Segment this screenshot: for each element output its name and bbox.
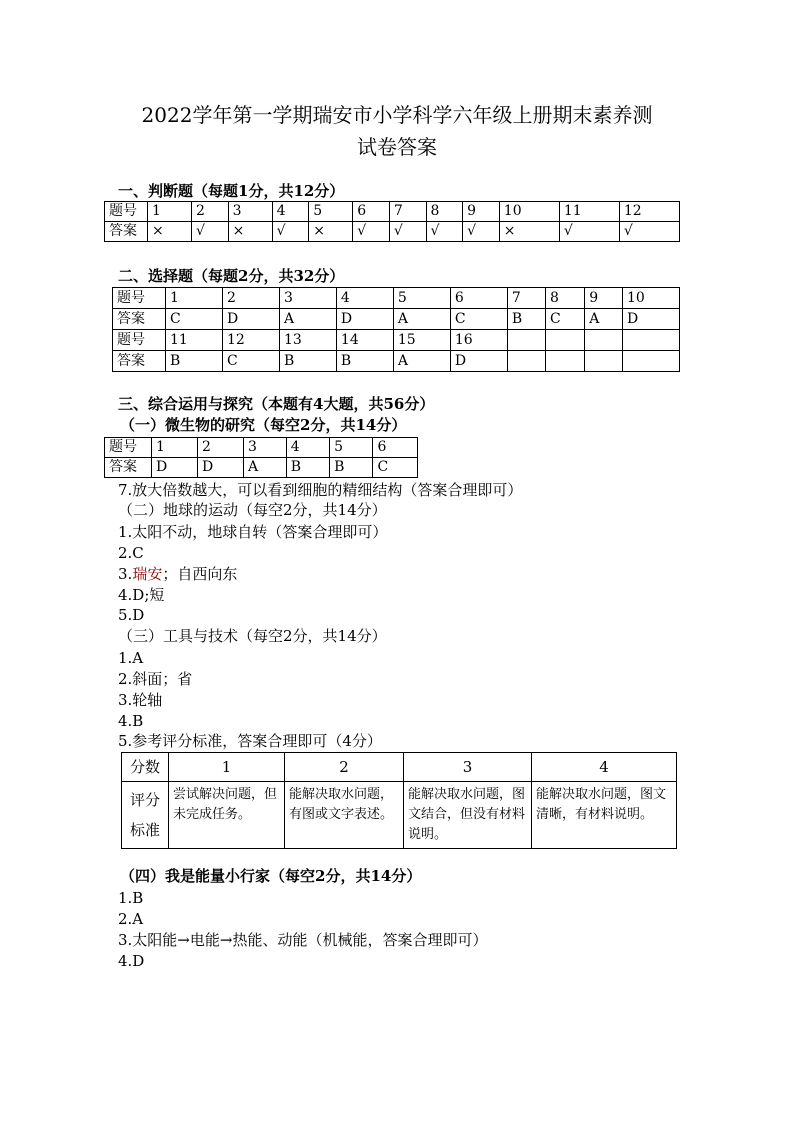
page-title: 2022学年第一学期瑞安市小学科学六年级上册期末素养测 [141, 103, 653, 127]
rubric-criteria-row [122, 782, 677, 849]
part4-answer-1: 1.B [118, 889, 144, 907]
part3-answer-1: 1.A [118, 649, 144, 667]
table-cell: A [585, 309, 623, 330]
part2-answer-5: 5.D [118, 606, 145, 624]
part3-answer-5: 5.参考评分标准，答案合理即可（4分） [118, 732, 382, 750]
part4-heading: （四）我是能量小行家（每空2分，共14分） [120, 867, 422, 885]
criteria-label-line: 标准 [129, 821, 160, 839]
section2-heading: 二、选择题（每题2分，共32分） [118, 267, 345, 285]
section1-answer-row [105, 222, 680, 242]
table-cell: B [279, 351, 336, 372]
section2-number-row-2 [113, 330, 680, 351]
table-cell: 4 [272, 202, 309, 222]
table-cell: × [228, 222, 272, 242]
table-cell: 1 [152, 438, 198, 458]
row-label: 答案 [113, 309, 166, 330]
table-cell: D [152, 458, 198, 478]
part3-heading: （三）工具与技术（每空2分，共14分） [118, 627, 387, 645]
table-cell: C [166, 309, 223, 330]
part1-heading: （一）微生物的研究（每空2分，共14分） [120, 416, 407, 434]
rubric-description: 尝试解决问题，但未完成任务。 [169, 782, 285, 849]
part1-table [104, 437, 418, 478]
table-cell: B [166, 351, 223, 372]
rubric-level: 3 [404, 753, 532, 782]
table-cell [585, 351, 623, 372]
table-cell [507, 351, 545, 372]
table-cell: D [336, 309, 393, 330]
table-cell: A [393, 351, 450, 372]
answer-prefix: 3. [118, 565, 133, 583]
table-cell: √ [353, 222, 390, 242]
table-cell [545, 351, 584, 372]
rubric-score-label: 分数 [122, 753, 169, 782]
section2-answer-row-2 [113, 351, 680, 372]
table-cell: √ [192, 222, 229, 242]
table-cell: A [279, 309, 336, 330]
rubric-criteria-label [122, 782, 169, 849]
part1-answer-row [105, 458, 418, 478]
table-cell: √ [426, 222, 463, 242]
table-cell: 5 [309, 202, 353, 222]
section1-table [104, 201, 680, 242]
rubric-level: 1 [169, 753, 285, 782]
rubric-description: 能解决取水问题，图文清晰，有材料说明。 [532, 782, 677, 849]
table-cell: 14 [336, 330, 393, 351]
rubric-level: 4 [532, 753, 677, 782]
table-cell: 1 [148, 202, 192, 222]
part2-heading: （二）地球的运动（每空2分，共14分） [118, 501, 387, 519]
row-label: 题号 [113, 330, 166, 351]
table-cell: 3 [279, 288, 336, 309]
part1-number-row [105, 438, 418, 458]
rubric-description: 能解决取水问题，有图或文字表述。 [285, 782, 404, 849]
criteria-label-line: 评分 [129, 791, 160, 809]
table-cell: C [545, 309, 584, 330]
part2-answer-3 [118, 564, 237, 584]
rubric-level: 2 [285, 753, 404, 782]
table-cell: B [336, 351, 393, 372]
table-cell: D [197, 458, 243, 478]
table-cell: 4 [336, 288, 393, 309]
table-cell: B [330, 458, 373, 478]
table-cell: 15 [393, 330, 450, 351]
part2-answer-4: 4.D;短 [118, 586, 165, 604]
table-cell: 10 [622, 288, 679, 309]
row-label: 题号 [113, 288, 166, 309]
row-label: 答案 [113, 351, 166, 372]
table-cell: 12 [619, 202, 679, 222]
part2-answer-1: 1.太阳不动，地球自转（答案合理即可） [118, 523, 388, 541]
table-cell: 4 [286, 438, 329, 458]
table-cell: √ [463, 222, 500, 242]
part3-answer-3: 3.轮轴 [118, 691, 163, 709]
table-cell: 9 [463, 202, 500, 222]
table-cell: C [222, 351, 279, 372]
table-cell: 2 [222, 288, 279, 309]
table-cell: B [286, 458, 329, 478]
table-cell: 11 [559, 202, 619, 222]
table-cell: × [499, 222, 559, 242]
section1-heading: 一、判断题（每题1分，共12分） [118, 182, 345, 200]
table-cell: B [507, 309, 545, 330]
table-cell: D [622, 309, 679, 330]
table-cell: √ [559, 222, 619, 242]
table-cell: C [373, 458, 418, 478]
part1-q7-answer: 7.放大倍数越大，可以看到细胞的精细结构（答案合理即可） [118, 481, 523, 499]
table-cell: 1 [166, 288, 223, 309]
table-cell [585, 330, 623, 351]
table-cell: 12 [222, 330, 279, 351]
table-cell: 2 [197, 438, 243, 458]
row-label: 答案 [105, 458, 152, 478]
table-cell: 10 [499, 202, 559, 222]
table-cell: C [450, 309, 507, 330]
table-cell [507, 330, 545, 351]
table-cell: 6 [450, 288, 507, 309]
place-name: 瑞安 [132, 565, 163, 583]
section3-heading: 三、综合运用与探究（本题有4大题，共56分） [118, 395, 435, 413]
row-label: 题号 [105, 202, 148, 222]
rubric-header-row [122, 753, 677, 782]
table-cell: 8 [545, 288, 584, 309]
table-cell: × [148, 222, 192, 242]
part3-answer-2: 2.斜面；省 [118, 670, 193, 688]
table-cell [622, 330, 679, 351]
table-cell: 8 [426, 202, 463, 222]
part4-answer-4: 4.D [118, 952, 145, 970]
table-cell: 7 [507, 288, 545, 309]
table-cell: 7 [389, 202, 426, 222]
table-cell: 16 [450, 330, 507, 351]
table-cell [622, 351, 679, 372]
section1-number-row [105, 202, 680, 222]
section2-table [112, 287, 680, 372]
answer-rest: ；自西向东 [162, 565, 238, 583]
part4-answer-2: 2.A [118, 910, 144, 928]
table-cell: D [222, 309, 279, 330]
row-label: 题号 [105, 438, 152, 458]
table-cell [545, 330, 584, 351]
row-label: 答案 [105, 222, 148, 242]
table-cell: D [450, 351, 507, 372]
table-cell: √ [619, 222, 679, 242]
table-cell: 3 [228, 202, 272, 222]
table-cell: 2 [192, 202, 229, 222]
table-cell: 13 [279, 330, 336, 351]
part4-answer-3: 3.太阳能→电能→热能、动能（机械能，答案合理即可） [118, 931, 488, 949]
page-subtitle: 试卷答案 [357, 135, 437, 159]
table-cell: √ [272, 222, 309, 242]
table-cell: × [309, 222, 353, 242]
table-cell: 3 [243, 438, 286, 458]
table-cell: 6 [373, 438, 418, 458]
table-cell: 9 [585, 288, 623, 309]
part3-answer-4: 4.B [118, 712, 144, 730]
table-cell: A [393, 309, 450, 330]
rubric-table [121, 752, 677, 849]
table-cell: 6 [353, 202, 390, 222]
table-cell: 5 [330, 438, 373, 458]
table-cell: 5 [393, 288, 450, 309]
table-cell: A [243, 458, 286, 478]
table-cell: 11 [166, 330, 223, 351]
rubric-description: 能解决取水问题，图文结合，但没有材料说明。 [404, 782, 532, 849]
part2-answer-2: 2.C [118, 544, 144, 562]
section2-number-row-1 [113, 288, 680, 309]
section2-answer-row-1 [113, 309, 680, 330]
table-cell: √ [389, 222, 426, 242]
